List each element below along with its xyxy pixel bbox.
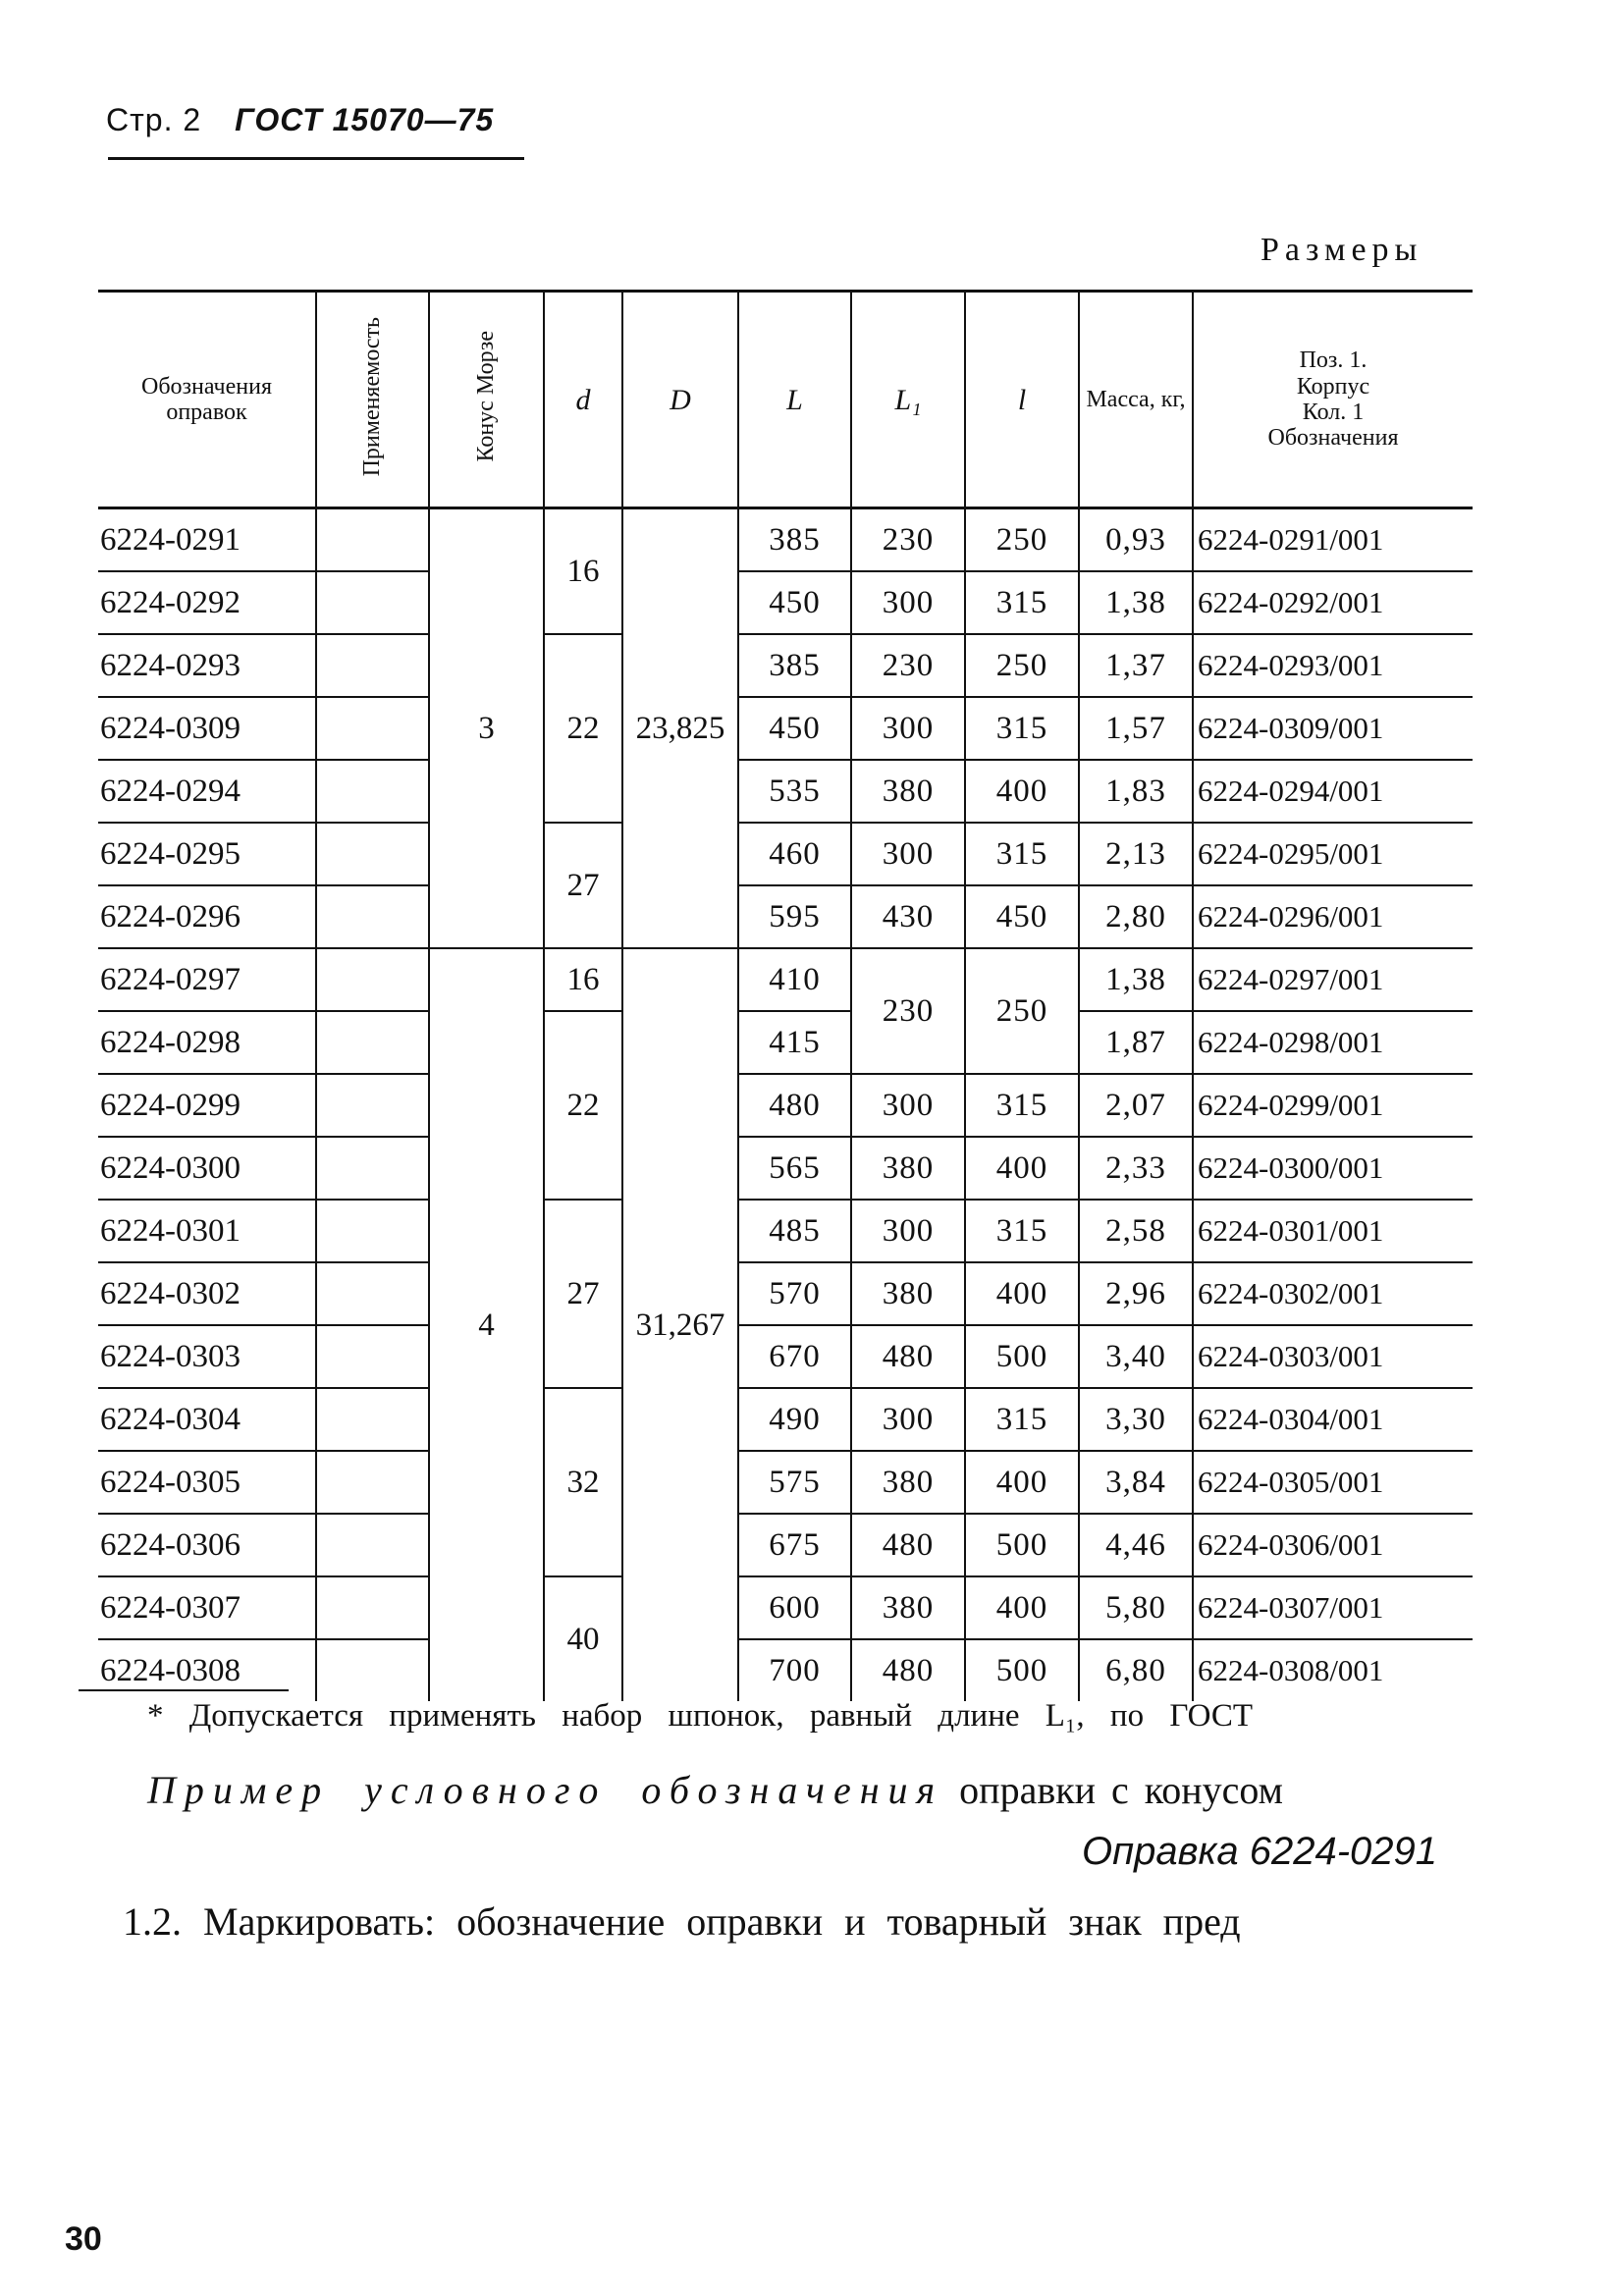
cell-L1: 300: [851, 823, 965, 885]
cell-mass: 3,40: [1079, 1325, 1193, 1388]
col-morse-cone: [429, 292, 544, 508]
cell-designation: 6224-0301: [98, 1200, 316, 1262]
col-d: d: [544, 292, 622, 508]
col-L: L: [738, 292, 851, 508]
cell-mass: 0,93: [1079, 508, 1193, 572]
cell-mass: 2,96: [1079, 1262, 1193, 1325]
col-designation: Обозначения оправок: [98, 292, 316, 508]
cell-housing: 6224-0306/001: [1193, 1514, 1473, 1576]
cell-l: 400: [965, 760, 1079, 823]
col-l: l: [965, 292, 1079, 508]
cell-designation: 6224-0309: [98, 697, 316, 760]
cell-designation: 6224-0300: [98, 1137, 316, 1200]
cell-designation: 6224-0293: [98, 634, 316, 697]
cell-L1: 300: [851, 1200, 965, 1262]
cell-l: 315: [965, 571, 1079, 634]
cell-d: 32: [544, 1388, 622, 1576]
cell-l: 315: [965, 1074, 1079, 1137]
table-row: [98, 1074, 1473, 1137]
cell-housing: 6224-0298/001: [1193, 1011, 1473, 1074]
table-row: [98, 1137, 1473, 1200]
col-housing-line4: Обозначения: [1267, 425, 1399, 452]
cell-l: 315: [965, 1200, 1079, 1262]
dimensions-table: [98, 290, 1473, 1701]
cell-morse-cone: 4: [429, 948, 544, 1701]
cell-applicability: [316, 1514, 429, 1576]
cell-L: 385: [738, 508, 851, 572]
cell-applicability: [316, 634, 429, 697]
col-housing-line1: Поз. 1.: [1299, 347, 1368, 374]
table-row: [98, 1451, 1473, 1514]
table-row: [98, 885, 1473, 948]
cell-d: 27: [544, 1200, 622, 1388]
cell-L: 410: [738, 948, 851, 1011]
table-row: [98, 1514, 1473, 1576]
standard-number: ГОСТ 15070—75: [235, 102, 495, 137]
cell-d: 40: [544, 1576, 622, 1701]
cell-applicability: [316, 948, 429, 1011]
cell-mass: 6,80: [1079, 1639, 1193, 1701]
cell-applicability: [316, 697, 429, 760]
cell-d: 22: [544, 1011, 622, 1200]
cell-mass: 2,13: [1079, 823, 1193, 885]
table-row: [98, 571, 1473, 634]
cell-mass: 1,57: [1079, 697, 1193, 760]
cell-mass: 1,38: [1079, 948, 1193, 1011]
cell-L: 670: [738, 1325, 851, 1388]
cell-housing: 6224-0292/001: [1193, 571, 1473, 634]
col-D: D: [622, 292, 738, 508]
cell-mass: 1,37: [1079, 634, 1193, 697]
cell-d: 27: [544, 823, 622, 948]
cell-L: 700: [738, 1639, 851, 1701]
cell-designation: 6224-0295: [98, 823, 316, 885]
cell-housing: 6224-0293/001: [1193, 634, 1473, 697]
cell-L: 450: [738, 571, 851, 634]
cell-l: 500: [965, 1325, 1079, 1388]
cell-mass: 2,07: [1079, 1074, 1193, 1137]
cell-l: 250: [965, 634, 1079, 697]
page-number: 30: [65, 2220, 102, 2258]
table-row: [98, 1262, 1473, 1325]
cell-applicability: [316, 1639, 429, 1701]
cell-applicability: [316, 1388, 429, 1451]
cell-L1: 380: [851, 1262, 965, 1325]
cell-designation: 6224-0296: [98, 885, 316, 948]
table-row: [98, 948, 1473, 1011]
cell-l: 315: [965, 697, 1079, 760]
cell-housing: 6224-0309/001: [1193, 697, 1473, 760]
cell-d: 16: [544, 948, 622, 1011]
cell-housing: 6224-0307/001: [1193, 1576, 1473, 1639]
cell-mass: 1,87: [1079, 1011, 1193, 1074]
cell-L1: 380: [851, 1137, 965, 1200]
cell-l: 400: [965, 1137, 1079, 1200]
cell-L: 595: [738, 885, 851, 948]
cell-L1: 380: [851, 760, 965, 823]
cell-l: 315: [965, 823, 1079, 885]
cell-housing: 6224-0295/001: [1193, 823, 1473, 885]
example-lead: Пример условного обозначения: [147, 1768, 944, 1812]
cell-L1: 300: [851, 1388, 965, 1451]
cell-housing: 6224-0304/001: [1193, 1388, 1473, 1451]
cell-applicability: [316, 823, 429, 885]
cell-applicability: [316, 1074, 429, 1137]
col-applicability-label: Применяемость: [359, 316, 386, 477]
col-housing-line2: Корпус: [1296, 373, 1370, 400]
cell-L1: 380: [851, 1576, 965, 1639]
cell-designation: 6224-0302: [98, 1262, 316, 1325]
table-header-row: [98, 292, 1473, 508]
cell-housing: 6224-0294/001: [1193, 760, 1473, 823]
cell-D: 31,267: [622, 948, 738, 1701]
cell-designation: 6224-0297: [98, 948, 316, 1011]
cell-applicability: [316, 1137, 429, 1200]
cell-housing: 6224-0301/001: [1193, 1200, 1473, 1262]
page-header: [106, 102, 494, 138]
cell-applicability: [316, 508, 429, 572]
cell-L1: 430: [851, 885, 965, 948]
cell-designation: 6224-0303: [98, 1325, 316, 1388]
cell-applicability: [316, 1576, 429, 1639]
cell-designation: 6224-0306: [98, 1514, 316, 1576]
cell-housing: 6224-0305/001: [1193, 1451, 1473, 1514]
cell-housing: 6224-0299/001: [1193, 1074, 1473, 1137]
cell-l: 400: [965, 1576, 1079, 1639]
cell-housing: 6224-0303/001: [1193, 1325, 1473, 1388]
cell-L: 490: [738, 1388, 851, 1451]
cell-morse-cone: 3: [429, 508, 544, 949]
cell-applicability: [316, 885, 429, 948]
cell-housing: 6224-0297/001: [1193, 948, 1473, 1011]
table-row: [98, 1576, 1473, 1639]
cell-L1: 480: [851, 1639, 965, 1701]
cell-L: 415: [738, 1011, 851, 1074]
cell-designation: 6224-0308: [100, 1652, 241, 1688]
cell-mass: 2,33: [1079, 1137, 1193, 1200]
cell-l: 250: [965, 508, 1079, 572]
cell-L1: 480: [851, 1325, 965, 1388]
cell-designation: 6224-0299: [98, 1074, 316, 1137]
cell-applicability: [316, 1451, 429, 1514]
dimensions-table-wrap: [98, 290, 1473, 1701]
cell-d: 16: [544, 508, 622, 635]
cell-mass: 4,46: [1079, 1514, 1193, 1576]
col-housing-line3: Кол. 1: [1302, 400, 1365, 425]
example-rest: оправки с конусом: [959, 1768, 1283, 1812]
table-row: [98, 1325, 1473, 1388]
cell-l: 500: [965, 1639, 1079, 1701]
cell-L: 600: [738, 1576, 851, 1639]
cell-L1: 300: [851, 697, 965, 760]
example-line: [147, 1767, 1283, 1813]
example-designation: Оправка 6224-0291: [1081, 1830, 1437, 1873]
cell-housing: 6224-0296/001: [1193, 885, 1473, 948]
cell-designation: 6224-0305: [98, 1451, 316, 1514]
cell-l: 500: [965, 1514, 1079, 1576]
cell-designation: 6224-0291: [98, 508, 316, 572]
header-rule: [108, 157, 524, 160]
cell-l: 250: [965, 948, 1079, 1074]
cell-L: 450: [738, 697, 851, 760]
cell-L: 565: [738, 1137, 851, 1200]
cell-applicability: [316, 1325, 429, 1388]
cell-applicability: [316, 1200, 429, 1262]
cell-mass: 2,58: [1079, 1200, 1193, 1262]
cell-L: 570: [738, 1262, 851, 1325]
cell-d: 22: [544, 634, 622, 823]
footnote-rule: [79, 1689, 289, 1691]
cell-l: 315: [965, 1388, 1079, 1451]
cell-applicability: [316, 1262, 429, 1325]
cell-applicability: [316, 760, 429, 823]
page-label: Стр. 2: [106, 102, 202, 137]
table-row: [98, 508, 1473, 572]
col-morse-cone-label: Конус Морзе: [473, 331, 500, 462]
cell-L1: 230: [851, 508, 965, 572]
cell-L1: 300: [851, 1074, 965, 1137]
cell-L: 385: [738, 634, 851, 697]
cell-L: 535: [738, 760, 851, 823]
cell-designation: 6224-0304: [98, 1388, 316, 1451]
cell-L: 485: [738, 1200, 851, 1262]
cell-L: 675: [738, 1514, 851, 1576]
cell-L: 575: [738, 1451, 851, 1514]
cell-housing: 6224-0291/001: [1193, 508, 1473, 572]
col-applicability: [316, 292, 429, 508]
cell-housing: 6224-0300/001: [1193, 1137, 1473, 1200]
table-row: [98, 1639, 1473, 1701]
cell-L1: 300: [851, 571, 965, 634]
cell-L1: 380: [851, 1451, 965, 1514]
col-housing: [1193, 292, 1473, 508]
table-row: [98, 634, 1473, 697]
cell-designation: 6224-0298: [98, 1011, 316, 1074]
cell-l: 400: [965, 1262, 1079, 1325]
cell-designation: 6224-0307: [98, 1576, 316, 1639]
cell-L: 460: [738, 823, 851, 885]
table-row: [98, 1388, 1473, 1451]
cell-housing: 6224-0302/001: [1193, 1262, 1473, 1325]
table-row: [98, 760, 1473, 823]
cell-designation: 6224-0294: [98, 760, 316, 823]
cell-designation: 6224-0292: [98, 571, 316, 634]
table-row: [98, 823, 1473, 885]
cell-mass: 3,30: [1079, 1388, 1193, 1451]
cell-l: 400: [965, 1451, 1079, 1514]
cell-mass: 2,80: [1079, 885, 1193, 948]
cell-applicability: [316, 1011, 429, 1074]
col-mass: Масса, кг,: [1079, 292, 1193, 508]
cell-D: 23,825: [622, 508, 738, 949]
cell-L1: 480: [851, 1514, 965, 1576]
col-L1: L₁: [851, 292, 965, 508]
table-row: [98, 1011, 1473, 1074]
cell-l: 450: [965, 885, 1079, 948]
table-row: [98, 697, 1473, 760]
cell-L: 480: [738, 1074, 851, 1137]
footnote: * Допускается применять набор шпонок, равный длине L₁, по ГОСТ: [147, 1698, 1253, 1734]
cell-mass: 3,84: [1079, 1451, 1193, 1514]
cell-L1: 230: [851, 948, 965, 1074]
cell-mass: 1,38: [1079, 571, 1193, 634]
cell-applicability: [316, 571, 429, 634]
cell-L1: 230: [851, 634, 965, 697]
table-row: [98, 1200, 1473, 1262]
table-caption: Размеры: [1260, 232, 1423, 268]
cell-mass: 5,80: [1079, 1576, 1193, 1639]
cell-mass: 1,83: [1079, 760, 1193, 823]
cell-housing: 6224-0308/001: [1193, 1639, 1473, 1701]
marking-paragraph: 1.2. Маркировать: обозначение оправки и товарный знак пред: [123, 1899, 1241, 1944]
